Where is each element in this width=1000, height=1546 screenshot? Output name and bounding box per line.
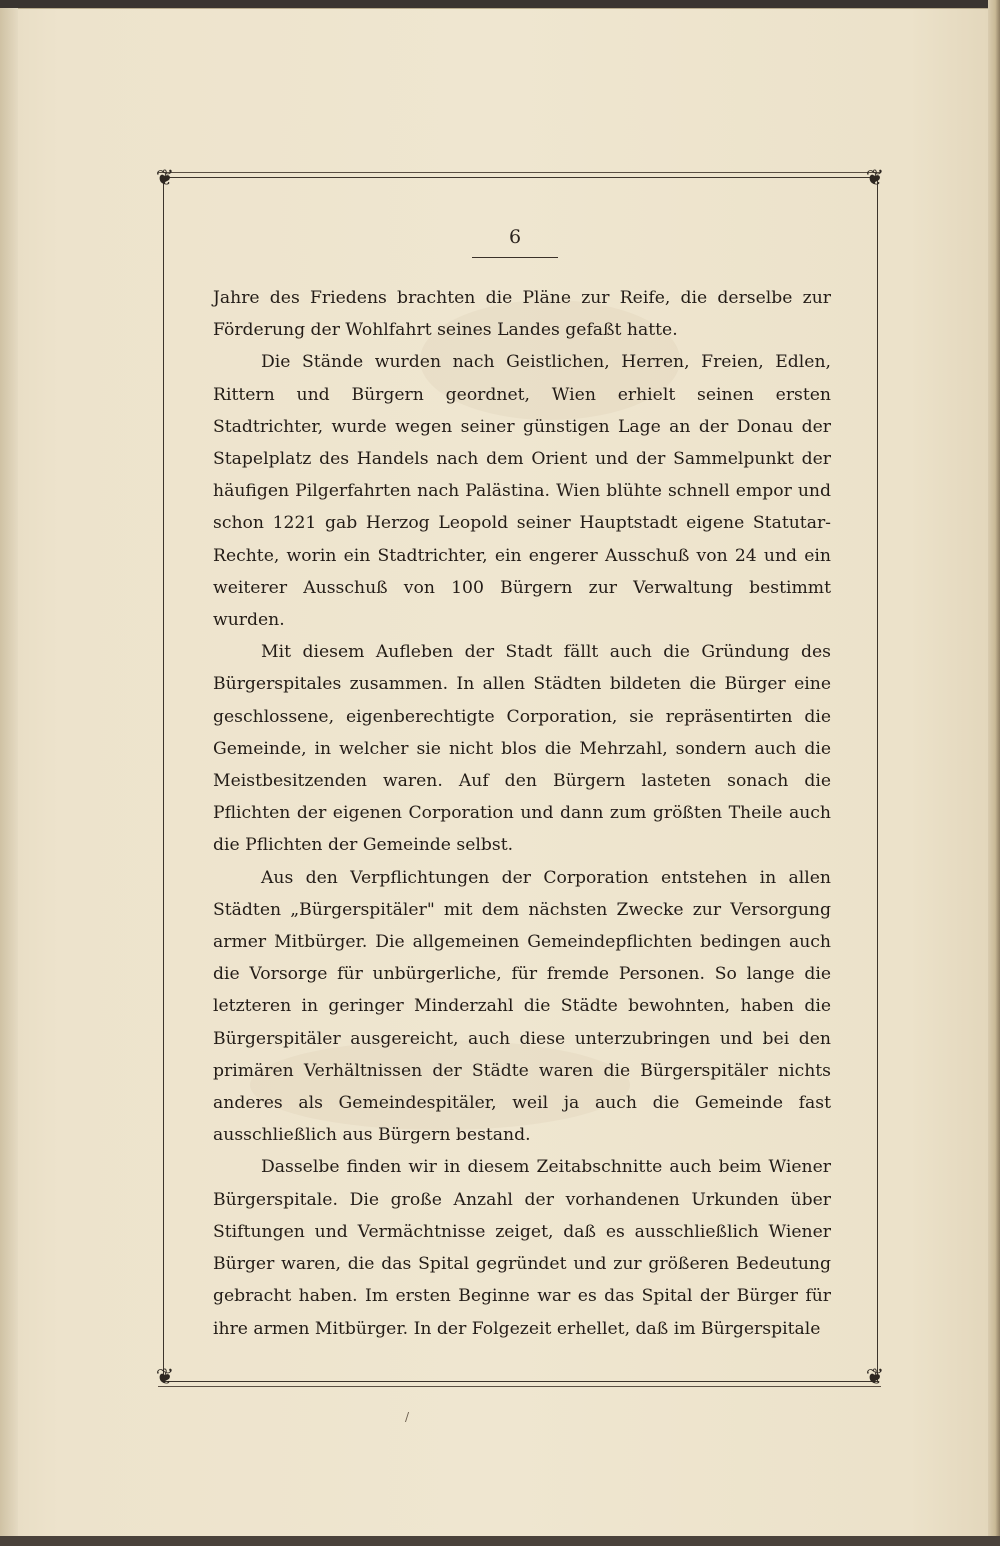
body-text [213,282,831,1345]
paragraph: Jahre des Friedens brachten die Pläne zur Reife, die derselbe zur Förderung der Wohlfahrt seines Landes gefaßt hatte. [213,288,831,341]
corner-ornament-icon: ❦ [155,1365,175,1390]
paragraph: Dasselbe finden wir in diesem Zeitabschnitte auch beim Wiener Bürgerspitale. Die große Anzahl der vorhandenen Urkunden über Stiftungen und Vermächtnisse zeiget, daß es ausschließlich Wiener Bürger waren, die das Spital gegründet und zur größeren Bedeutung gebracht haben. Im ersten Beginne war es das Spital der Bürger für ihre armen Mitbürger. In der Folgezeit erhellet, daß im Bürgerspitale [213,1157,831,1339]
paragraph: Mit diesem Aufleben der Stadt fällt auch die Gründung des Bürgerspitales zusammen. In allen Städten bildeten die Bürger eine geschlossene, eigenberechtigte Corporation, sie repräsentirten die Gemeinde, in welcher sie nicht blos die Mehrzahl, sondern auch die Meistbesitzenden waren. Auf den Bürgern lasteten sonach die Pflichten der eigenen Corporation und dann zum größten Theile auch die Pflichten der Gemeinde selbst. [213,642,831,856]
book-cover-edge [0,1536,1000,1546]
page-edge [988,0,1000,1546]
corner-ornament-icon: ❦ [865,166,885,191]
paragraph: Aus den Verpflichtungen der Corporation entstehen in allen Städten „Bürgerspitäler" mit dem nächsten Zwecke zur Versorgung armer Mitbürger. Die allgemeinen Gemeindepflichten bedingen auch die Vorsorge für unbürgerliche, für fremde Personen. So lange die letzteren in geringer Minderzahl die Städte bewohnten, haben die Bürgerspitäler ausgereicht, auch diese unterzubringen und bei den primären Verhältnissen der Städte waren die Bürgerspitäler nichts anderes als Gemeindespitäler, weil ja auch die Gemeinde fast ausschließlich aus Bürgern bestand. [213,867,831,1146]
corner-ornament-icon: ❦ [865,1365,885,1390]
paragraph: Die Stände wurden nach Geistlichen, Herren, Freien, Edlen, Rittern und Bürgern geordnet, Wien erhielt seinen ersten Stadtrichter, wurde wegen seiner günstigen Lage an der Donau der Stapelplatz des Handels nach dem Orient und der Sammelpunkt der häufigen Pilgerfahrten nach Palästina. Wien blühte schnell empor und schon 1221 gab Herzog Leopold seiner Hauptstadt eigene Statutar-Rechte, worin ein Stadtrichter, ein engerer Ausschuß von 24 und ein weiterer Ausschuß von 100 Bürgern zur Verwaltung bestimmt wurden. [213,352,831,631]
corner-ornament-icon: ❦ [155,166,175,191]
book-spine-shadow [0,8,18,1538]
page-number: 6 [508,226,522,248]
pencil-mark: / [405,1410,410,1424]
page-number-rule [472,257,558,258]
